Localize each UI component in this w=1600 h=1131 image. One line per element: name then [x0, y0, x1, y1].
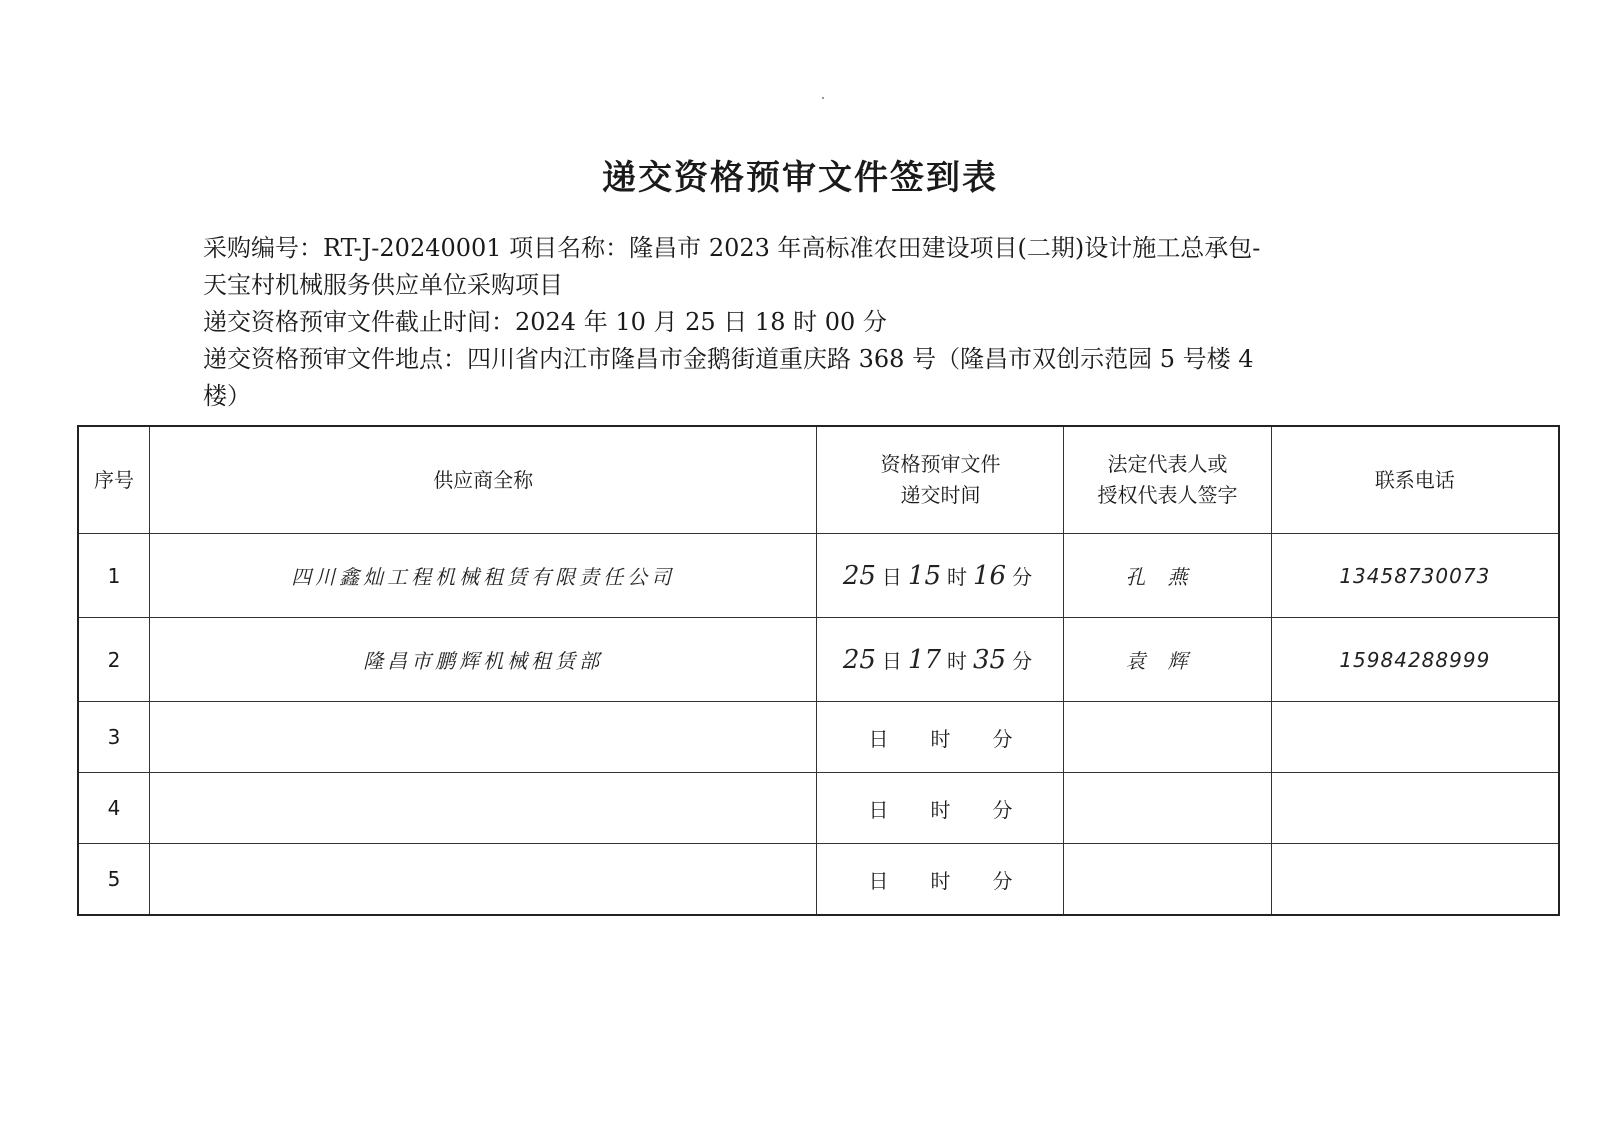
row-minute-unit: 分 — [1012, 564, 1033, 589]
row-minute-unit: 分 — [992, 868, 1013, 893]
row-representative-signature: 袁辉 — [1064, 618, 1271, 702]
header-representative-line1: 法定代表人或 — [1107, 452, 1228, 476]
row-supplier-blank — [149, 702, 817, 773]
table-row — [78, 534, 1559, 618]
row-phone-blank — [1271, 702, 1559, 773]
row-phone-handwritten: 13458730073 — [1271, 534, 1559, 618]
row-submit-time — [817, 618, 1064, 702]
row-minute-value: 16 — [973, 560, 1007, 591]
document-meta — [203, 230, 1433, 415]
row-submit-time — [817, 844, 1064, 916]
row-submit-time — [817, 773, 1064, 844]
row-day-unit: 日 — [868, 797, 889, 822]
row-day-value: 25 — [842, 644, 876, 675]
sign-in-table — [77, 425, 1560, 916]
row-representative-blank — [1064, 844, 1271, 916]
meta-project-line: 采购编号：RT-J-20240001 项目名称：隆昌市 2023 年高标准农田建设项目(二期)设计施工总承包- — [203, 234, 1261, 262]
row-representative-signature: 孔燕 — [1064, 534, 1271, 618]
scan-speck — [822, 97, 824, 99]
row-phone-blank — [1271, 844, 1559, 916]
row-day-unit: 日 — [881, 648, 902, 673]
table-row — [78, 773, 1559, 844]
meta-location-line-cont: 楼） — [203, 382, 251, 410]
row-hour-unit: 时 — [930, 868, 951, 893]
row-hour-unit: 时 — [930, 726, 951, 751]
table-row — [78, 844, 1559, 916]
header-submit-time-line1: 资格预审文件 — [880, 452, 1001, 476]
row-supplier-blank — [149, 773, 817, 844]
table-row — [78, 702, 1559, 773]
row-supplier-handwritten: 四川鑫灿工程机械租赁有限责任公司 — [149, 534, 817, 618]
row-minute-value: 35 — [973, 644, 1007, 675]
row-hour-unit: 时 — [947, 564, 967, 589]
row-day-unit: 日 — [881, 564, 902, 589]
row-representative-blank — [1064, 773, 1271, 844]
row-seq: 3 — [78, 702, 149, 773]
row-supplier-blank — [149, 844, 817, 916]
meta-location-line: 递交资格预审文件地点：四川省内江市隆昌市金鹅街道重庆路 368 号（隆昌市双创示范园 5 号楼 4 — [203, 345, 1254, 373]
row-minute-unit: 分 — [992, 726, 1013, 751]
meta-project-line-cont: 天宝村机械服务供应单位采购项目 — [203, 271, 563, 299]
row-seq: 1 — [78, 534, 149, 618]
row-day-value: 25 — [842, 560, 876, 591]
header-seq: 序号 — [78, 426, 149, 534]
table-row — [78, 618, 1559, 702]
header-submit-time — [817, 426, 1064, 534]
row-hour-unit: 时 — [930, 797, 951, 822]
row-hour-value: 17 — [907, 644, 941, 675]
row-seq: 2 — [78, 618, 149, 702]
table-header-row — [78, 426, 1559, 534]
meta-deadline-line: 递交资格预审文件截止时间：2024 年 10 月 25 日 18 时 00 分 — [203, 308, 887, 336]
row-minute-unit: 分 — [992, 797, 1013, 822]
header-supplier: 供应商全称 — [149, 426, 817, 534]
header-representative — [1064, 426, 1271, 534]
header-representative-line2: 授权代表人签字 — [1097, 483, 1238, 507]
header-phone: 联系电话 — [1271, 426, 1559, 534]
row-day-unit: 日 — [868, 868, 889, 893]
document-title: 递交资格预审文件签到表 — [602, 158, 998, 198]
row-hour-value: 15 — [907, 560, 941, 591]
row-seq: 5 — [78, 844, 149, 916]
row-phone-handwritten: 15984288999 — [1271, 618, 1559, 702]
row-hour-unit: 时 — [947, 648, 967, 673]
row-supplier-handwritten: 隆昌市鹏辉机械租赁部 — [149, 618, 817, 702]
header-submit-time-line2: 递交时间 — [900, 483, 981, 507]
row-minute-unit: 分 — [1012, 648, 1033, 673]
row-submit-time — [817, 534, 1064, 618]
row-seq: 4 — [78, 773, 149, 844]
row-submit-time — [817, 702, 1064, 773]
row-phone-blank — [1271, 773, 1559, 844]
row-representative-blank — [1064, 702, 1271, 773]
row-day-unit: 日 — [868, 726, 889, 751]
